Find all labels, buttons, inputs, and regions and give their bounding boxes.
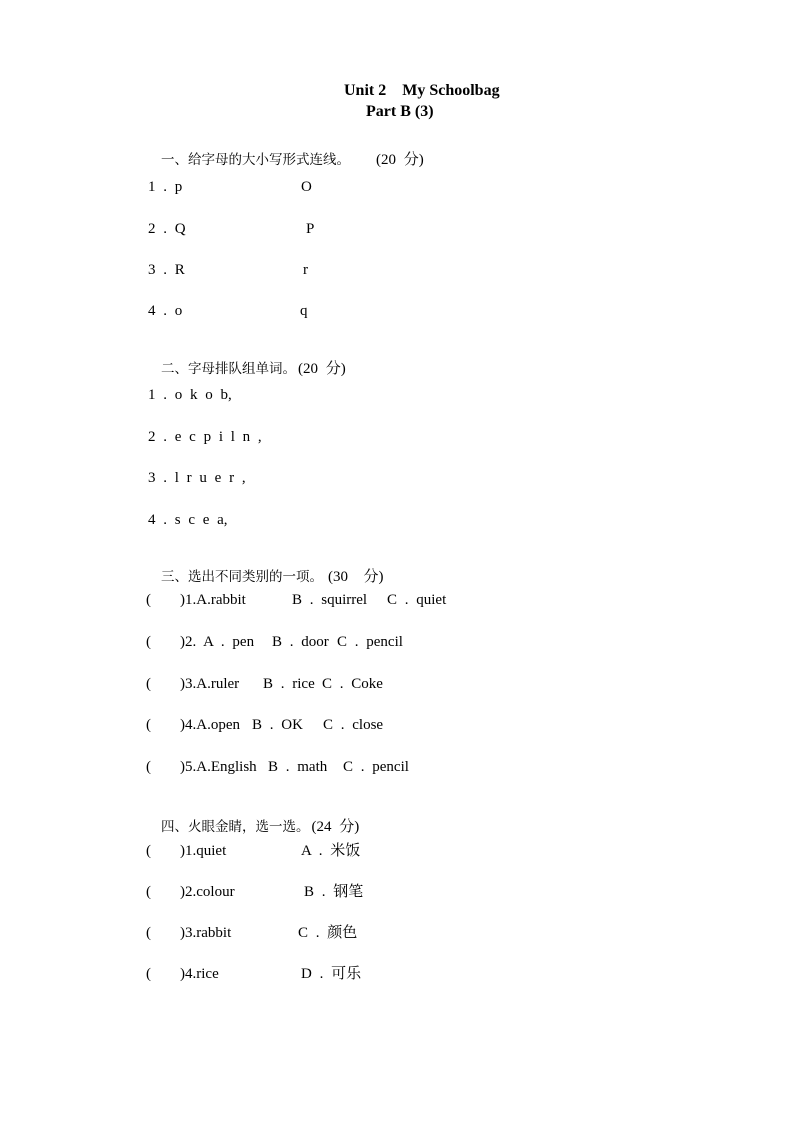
section1-heading-line <box>146 135 424 187</box>
odd-one-row-2-paren: ( <box>146 634 151 650</box>
odd-one-row-1-option-c: C . quiet <box>387 592 447 608</box>
translate-row-1-paren: ( <box>146 843 151 859</box>
odd-one-row-2-stem: )2. A . pen <box>180 634 255 650</box>
translate-row-3-stem: )3.rabbit <box>180 925 232 941</box>
odd-one-row-2-option-c: C . pencil <box>337 634 403 650</box>
odd-one-row-4-paren: ( <box>146 717 151 733</box>
odd-one-row-3-stem: )3.A.ruler <box>180 676 240 692</box>
unscramble-item-1: 1 . o k o b, <box>148 387 232 403</box>
translate-row-3-option: C . 颜色 <box>298 925 358 941</box>
section2-score: (20 分) <box>298 361 346 378</box>
doc-subtitle: Part B (3) <box>366 103 434 120</box>
translate-row-4-paren: ( <box>146 966 151 982</box>
unscramble-item-4: 4 . s c e a, <box>148 512 228 528</box>
odd-one-row-2-option-b: B . door <box>272 634 329 650</box>
translate-row-1-stem: )1.quiet <box>180 843 227 859</box>
doc-title: Unit 2 My Schoolbag <box>344 82 500 99</box>
unscramble-item-3: 3 . l r u e r , <box>148 470 246 486</box>
odd-one-row-3-option-c: C . Coke <box>322 676 383 692</box>
odd-one-row-1-stem: )1.A.rabbit <box>180 592 246 608</box>
translate-row-3-paren: ( <box>146 925 151 941</box>
translate-row-4-stem: )4.rice <box>180 966 219 982</box>
section4-score: (24 分) <box>311 819 360 836</box>
match-left-2: 2 . Q <box>148 221 186 237</box>
section1-heading: 一、给字母的大小写形式连线。 <box>161 152 350 168</box>
match-right-3: r <box>303 262 308 278</box>
match-right-4: q <box>300 303 308 319</box>
match-left-1: 1 . p <box>148 179 183 195</box>
match-left-4: 4 . o <box>148 303 183 319</box>
section1-score: (20 分) <box>376 152 424 169</box>
section3-score: (30 分) <box>328 569 384 586</box>
odd-one-row-4-option-c: C . close <box>323 717 384 733</box>
translate-row-2-paren: ( <box>146 884 151 900</box>
odd-one-row-4-stem: )4.A.open <box>180 717 240 733</box>
odd-one-row-4-option-b: B . OK <box>252 717 303 733</box>
odd-one-row-1-option-b: B . squirrel <box>292 592 368 608</box>
odd-one-row-5-option-c: C . pencil <box>343 759 409 775</box>
translate-row-2-stem: )2.colour <box>180 884 235 900</box>
section4-heading: 四、火眼金睛，选一选。 <box>161 819 310 835</box>
match-right-2: P <box>306 221 315 237</box>
match-left-3: 3 . R <box>148 262 185 278</box>
translate-row-4-option: D . 可乐 <box>301 966 362 982</box>
match-right-1: O <box>301 179 312 195</box>
odd-one-row-1-paren: ( <box>146 592 151 608</box>
section3-heading: 三、选出不同类别的一项。 <box>161 569 323 585</box>
section2-heading: 二、字母排队组单词。 <box>161 361 296 377</box>
odd-one-row-3-paren: ( <box>146 676 151 692</box>
unscramble-item-2: 2 . e c p i l n , <box>148 429 262 445</box>
odd-one-row-3-option-b: B . rice <box>263 676 315 692</box>
odd-one-row-5-stem: )5.A.English <box>180 759 257 775</box>
translate-row-2-option: B . 钢笔 <box>304 884 364 900</box>
odd-one-row-5-option-b: B . math <box>268 759 328 775</box>
translate-row-1-option: A . 米饭 <box>301 843 361 859</box>
odd-one-row-5-paren: ( <box>146 759 151 775</box>
